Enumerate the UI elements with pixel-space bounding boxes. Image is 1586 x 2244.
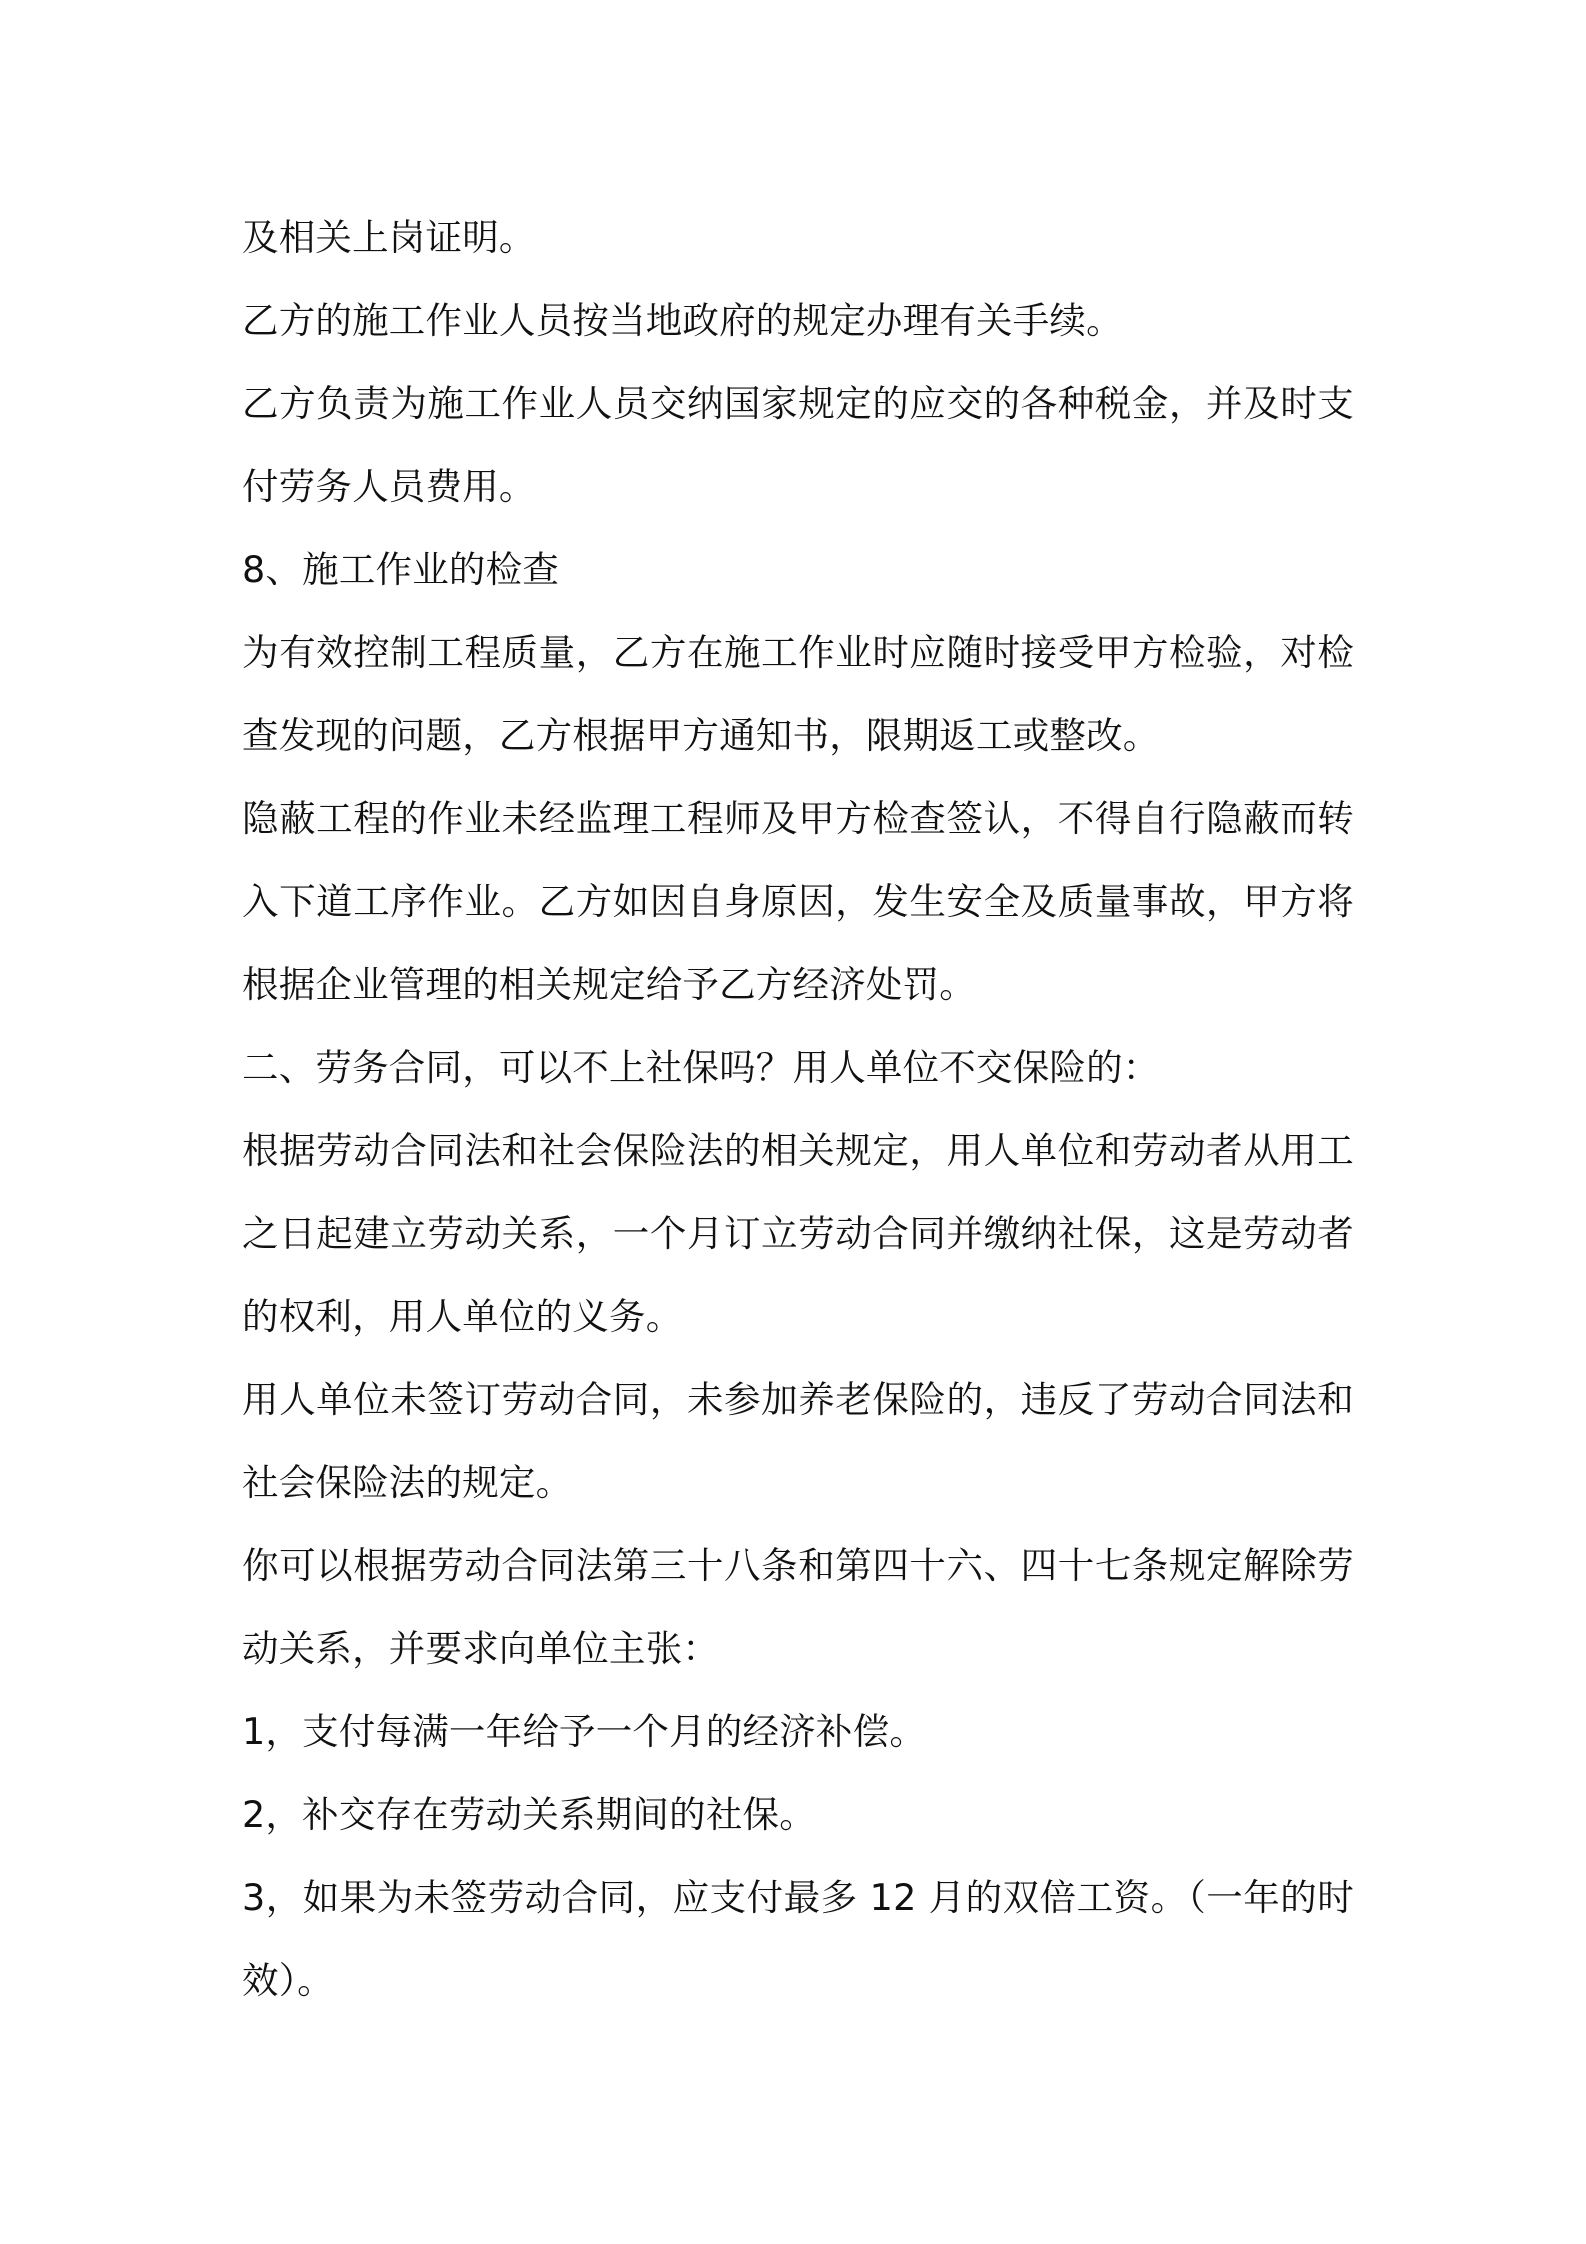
list-item-double-wages: 3，如果为未签劳动合同，应支付最多 12 月的双倍工资。（一年的时效）。	[242, 1876, 1354, 2002]
paragraph-termination: 你可以根据劳动合同法第三十八条和第四十六、四十七条规定解除劳动关系，并要求向单位主张：	[242, 1544, 1354, 1670]
document-body	[242, 196, 1354, 2022]
section-heading-social-insurance: 二、劳务合同，可以不上社保吗？用人单位不交保险的：	[242, 1046, 1160, 1089]
paragraph-violation: 用人单位未签订劳动合同，未参加养老保险的，违反了劳动合同法和社会保险法的规定。	[242, 1378, 1354, 1504]
paragraph-concealed-works: 隐蔽工程的作业未经监理工程师及甲方检查签认，不得自行隐蔽而转入下道工序作业。乙方如因自身原因，发生安全及质量事故，甲方将根据企业管理的相关规定给予乙方经济处罚。	[242, 797, 1354, 1006]
paragraph-taxes: 乙方负责为施工作业人员交纳国家规定的应交的各种税金，并及时支付劳务人员费用。	[242, 382, 1354, 508]
list-item-compensation: 1，支付每满一年给予一个月的经济补偿。	[242, 1710, 927, 1753]
paragraph-legal-basis: 根据劳动合同法和社会保险法的相关规定，用人单位和劳动者从用工之日起建立劳动关系，一个月订立劳动合同并缴纳社保，这是劳动者的权利，用人单位的义务。	[242, 1129, 1354, 1338]
list-item-social-insurance: 2，补交存在劳动关系期间的社保。	[242, 1793, 816, 1836]
section-heading-inspection: 8、施工作业的检查	[242, 548, 560, 591]
paragraph-continuation: 及相关上岗证明。	[242, 216, 536, 259]
paragraph-quality-control: 为有效控制工程质量，乙方在施工作业时应随时接受甲方检验，对检查发现的问题，乙方根据甲方通知书，限期返工或整改。	[242, 631, 1354, 757]
paragraph-procedures: 乙方的施工作业人员按当地政府的规定办理有关手续。	[242, 299, 1123, 342]
